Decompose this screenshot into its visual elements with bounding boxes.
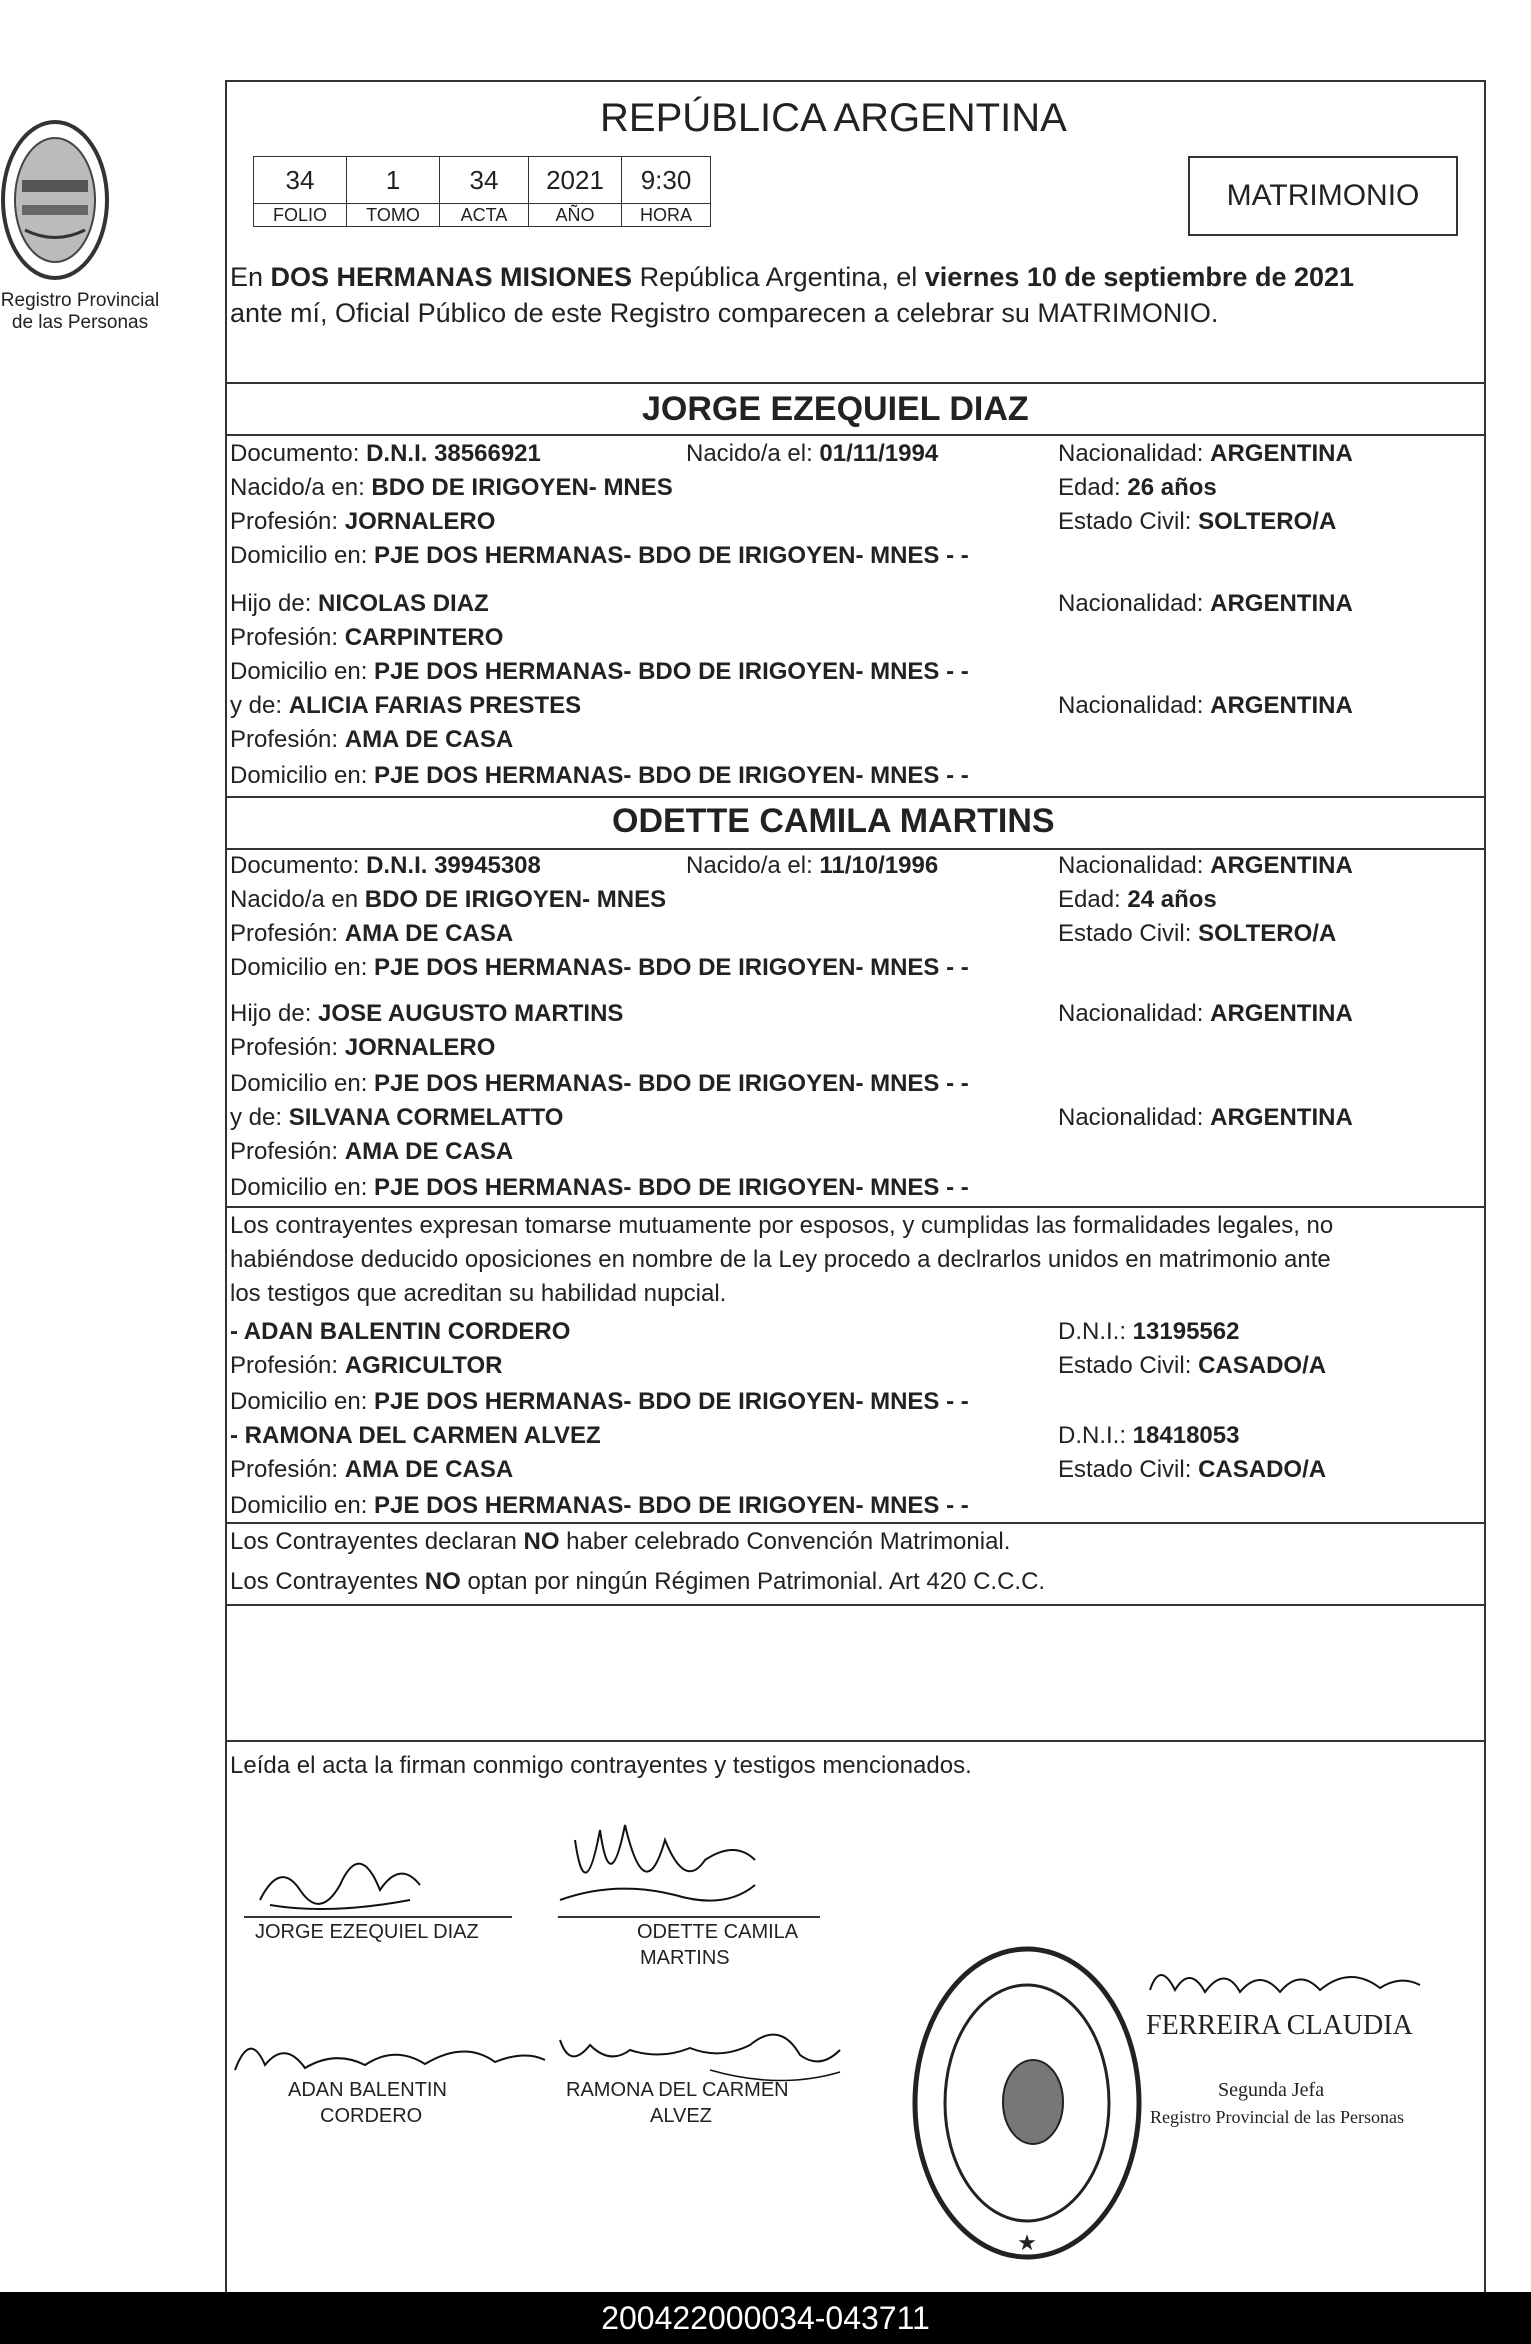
spouse1-dom: Domicilio en: PJE DOS HERMANAS- BDO DE IRIGOYEN- MNES - - bbox=[230, 542, 969, 569]
witness2-civil: Estado Civil: CASADO/A bbox=[1058, 1456, 1327, 1483]
spouse1-father-prof: Profesión: CARPINTERO bbox=[230, 624, 504, 651]
witness2-dom: Domicilio en: PJE DOS HERMANAS- BDO DE IRIGOYEN- MNES - - bbox=[230, 1492, 969, 1519]
spouse2-mother: y de: SILVANA CORMELATTO bbox=[230, 1104, 564, 1131]
spouse2-civil: Estado Civil: SOLTERO/A bbox=[1058, 920, 1337, 947]
spouse2-father-prof: Profesión: JORNALERO bbox=[230, 1034, 496, 1061]
spouse2-doc: Documento: D.N.I. 39945308 bbox=[230, 852, 541, 879]
witness2-prof: Profesión: AMA DE CASA bbox=[230, 1456, 514, 1483]
witness1-prof: Profesión: AGRICULTOR bbox=[230, 1352, 503, 1379]
spouse1-civil: Estado Civil: SOLTERO/A bbox=[1058, 508, 1337, 535]
act-type-box bbox=[1188, 156, 1458, 236]
spouse1-father: Hijo de: NICOLAS DIAZ bbox=[230, 590, 489, 617]
logo-caption-2: de las Personas bbox=[11, 312, 149, 333]
spouse2-prof: Profesión: AMA DE CASA bbox=[230, 920, 514, 947]
spouse1-name: JORGE EZEQUIEL DIAZ bbox=[642, 390, 1029, 428]
signature-scribble-4 bbox=[550, 2010, 850, 2090]
spouse2-dom: Domicilio en: PJE DOS HERMANAS- BDO DE IRIGOYEN- MNES - - bbox=[230, 954, 969, 981]
spouse2-father-dom: Domicilio en: PJE DOS HERMANAS- BDO DE IRIGOYEN- MNES - - bbox=[230, 1070, 969, 1097]
svg-text:★: ★ bbox=[1017, 2230, 1037, 2255]
convention-line-1: Los Contrayentes declaran NO haber celebrado Convención Matrimonial. bbox=[230, 1528, 1011, 1555]
witness1-name: - ADAN BALENTIN CORDERO bbox=[230, 1318, 571, 1345]
spouse1-birthplace: Nacido/a en: BDO DE IRIGOYEN- MNES bbox=[230, 474, 673, 501]
spouse1-father-nat: Nacionalidad: ARGENTINA bbox=[1058, 590, 1353, 617]
sig4-name-2: ALVEZ bbox=[650, 2105, 712, 2127]
witness2-dni: D.N.I.: 18418053 bbox=[1058, 1422, 1240, 1449]
logo-caption-1: Registro Provincial bbox=[0, 290, 160, 311]
act-type: MATRIMONIO bbox=[1226, 179, 1420, 212]
spouse2-mother-dom: Domicilio en: PJE DOS HERMANAS- BDO DE IRIGOYEN- MNES - - bbox=[230, 1174, 969, 1201]
intro-line-1: En DOS HERMANAS MISIONES República Argentina, el viernes 10 de septiembre de 2021 bbox=[230, 262, 1355, 292]
tomo-value: 1 bbox=[347, 157, 440, 204]
witness1-dni: D.N.I.: 13195562 bbox=[1058, 1318, 1240, 1345]
spouse2-born: Nacido/a el: 11/10/1996 bbox=[686, 852, 939, 879]
document-id-footer: 200422000034-043711 bbox=[0, 2292, 1531, 2344]
witness2-name: - RAMONA DEL CARMEN ALVEZ bbox=[230, 1422, 601, 1449]
spouse2-age: Edad: 24 años bbox=[1058, 886, 1217, 913]
hour-label: HORA bbox=[622, 204, 711, 227]
acta-value: 34 bbox=[440, 157, 529, 204]
spouse1-mother-prof: Profesión: AMA DE CASA bbox=[230, 726, 514, 753]
official-name: FERREIRA CLAUDIA bbox=[1146, 2010, 1413, 2041]
official-stamp bbox=[908, 1942, 1146, 2264]
spouse2-mother-nat: Nacionalidad: ARGENTINA bbox=[1058, 1104, 1353, 1131]
sig3-name-1: ADAN BALENTIN bbox=[288, 2079, 447, 2101]
sig3-name-2: CORDERO bbox=[320, 2105, 423, 2127]
spouse2-mother-prof: Profesión: AMA DE CASA bbox=[230, 1138, 514, 1165]
declaration-line-2: habiéndose deducido oposiciones en nombre de la Ley procedo a declrarlos unidos en matrimonio ante bbox=[230, 1246, 1331, 1273]
spouse2-father-nat: Nacionalidad: ARGENTINA bbox=[1058, 1000, 1353, 1027]
spouse1-mother-dom: Domicilio en: PJE DOS HERMANAS- BDO DE IRIGOYEN- MNES - - bbox=[230, 762, 969, 789]
spouse1-mother: y de: ALICIA FARIAS PRESTES bbox=[230, 692, 582, 719]
spouse1-age: Edad: 26 años bbox=[1058, 474, 1217, 501]
acta-label: ACTA bbox=[440, 204, 529, 227]
spouse2-nat: Nacionalidad: ARGENTINA bbox=[1058, 852, 1353, 879]
hour-value: 9:30 bbox=[622, 157, 711, 204]
spouse1-born: Nacido/a el: 01/11/1994 bbox=[686, 440, 939, 467]
intro-line-2: ante mí, Oficial Público de este Registro comparecen a celebrar su MATRIMONIO. bbox=[230, 298, 1219, 328]
closing-text: Leída el acta la firman conmigo contrayentes y testigos mencionados. bbox=[230, 1752, 972, 1779]
year-label: AÑO bbox=[529, 204, 622, 227]
sig2-name-2: MARTINS bbox=[640, 1947, 730, 1969]
country-title: REPÚBLICA ARGENTINA bbox=[600, 96, 1067, 140]
spouse1-doc: Documento: D.N.I. 38566921 bbox=[230, 440, 541, 467]
folio-label: FOLIO bbox=[254, 204, 347, 227]
declaration-line-3: los testigos que acreditan su habilidad nupcial. bbox=[230, 1280, 727, 1307]
registry-logo bbox=[0, 110, 120, 300]
official-role: Segunda Jefa bbox=[1218, 2079, 1325, 2101]
sig4-name-1: RAMONA DEL CARMEN bbox=[566, 2079, 789, 2101]
spouse2-father: Hijo de: JOSE AUGUSTO MARTINS bbox=[230, 1000, 624, 1027]
signature-scribble-1 bbox=[250, 1830, 440, 1920]
declaration-line-1: Los contrayentes expresan tomarse mutuamente por esposos, y cumplidas las formalidades legales, no bbox=[230, 1212, 1334, 1239]
registry-table bbox=[253, 156, 711, 227]
tomo-label: TOMO bbox=[347, 204, 440, 227]
signature-scribble-2 bbox=[555, 1800, 765, 1920]
spouse2-name: ODETTE CAMILA MARTINS bbox=[612, 802, 1055, 840]
spouse1-father-dom: Domicilio en: PJE DOS HERMANAS- BDO DE IRIGOYEN- MNES - - bbox=[230, 658, 969, 685]
spouse1-nat: Nacionalidad: ARGENTINA bbox=[1058, 440, 1353, 467]
year-value: 2021 bbox=[529, 157, 622, 204]
sig1-name: JORGE EZEQUIEL DIAZ bbox=[255, 1921, 479, 1943]
folio-value: 34 bbox=[254, 157, 347, 204]
spouse1-mother-nat: Nacionalidad: ARGENTINA bbox=[1058, 692, 1353, 719]
spouse1-prof: Profesión: JORNALERO bbox=[230, 508, 496, 535]
spouse2-birthplace: Nacido/a en BDO DE IRIGOYEN- MNES bbox=[230, 886, 667, 913]
official-org: Registro Provincial de las Personas bbox=[1150, 2107, 1404, 2127]
sig2-name-1: ODETTE CAMILA bbox=[637, 1921, 799, 1943]
witness1-dom: Domicilio en: PJE DOS HERMANAS- BDO DE IRIGOYEN- MNES - - bbox=[230, 1388, 969, 1415]
witness1-civil: Estado Civil: CASADO/A bbox=[1058, 1352, 1327, 1379]
convention-line-2: Los Contrayentes NO optan por ningún Régimen Patrimonial. Art 420 C.C.C. bbox=[230, 1568, 1046, 1595]
